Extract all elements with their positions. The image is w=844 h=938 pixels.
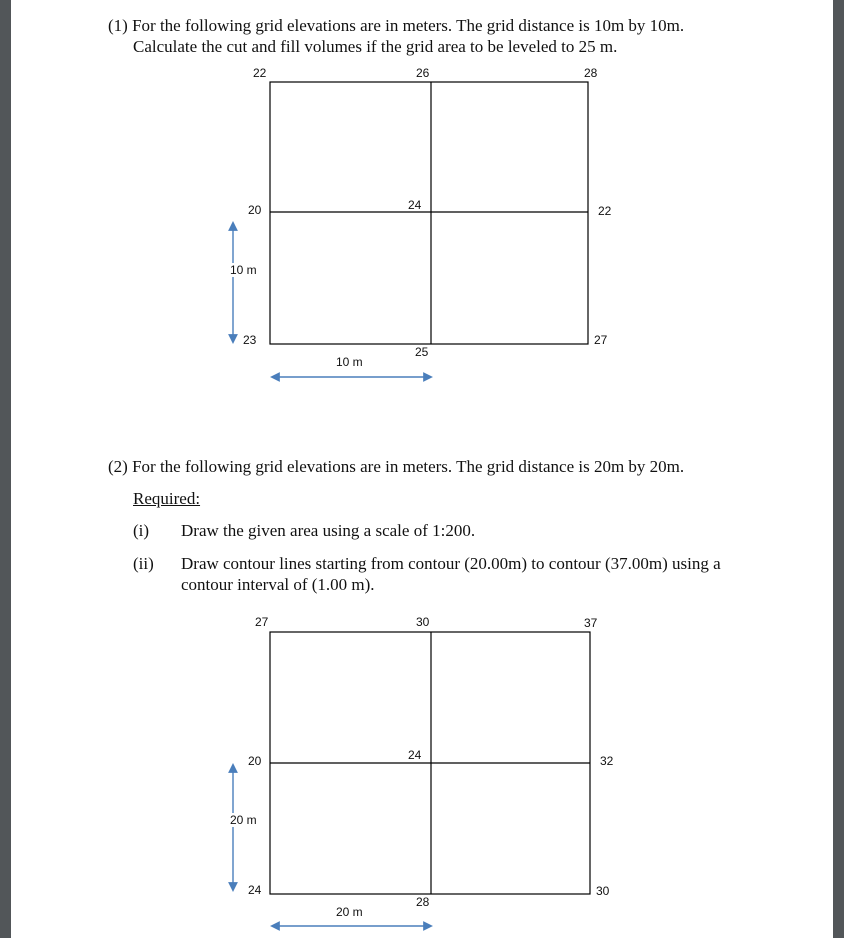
- grid2-label-middle-center: 24: [408, 748, 422, 762]
- grid1-horizontal-dimension-label: 10 m: [336, 355, 363, 369]
- grid1-label-bottom-middle: 25: [415, 345, 429, 359]
- grid2-label-bottom-right: 30: [596, 884, 610, 898]
- grid2-label-bottom-left: 24: [248, 883, 262, 897]
- grid2-label-middle-left: 20: [248, 754, 262, 768]
- q2-item1-marker: (i): [133, 521, 150, 540]
- grid1-label-bottom-right: 27: [594, 333, 608, 347]
- q2-line1: (2) For the following grid elevations are in meters. The grid distance is 20m by 20m.: [108, 457, 685, 476]
- q2-required-label: Required:: [133, 489, 201, 508]
- grid1-label-middle-right: 22: [598, 204, 612, 218]
- grid1-label-middle-left: 20: [248, 203, 262, 217]
- grid1-label-middle-center: 24: [408, 198, 422, 212]
- grid2-label-middle-right: 32: [600, 754, 614, 768]
- q1-line1: (1) For the following grid elevations are in meters. The grid distance is 10m by 10m.: [108, 16, 685, 35]
- q2-item2-text-continued: contour interval of (1.00 m).: [181, 575, 375, 594]
- grid1-vertical-dimension-label: 10 m: [230, 263, 257, 277]
- q2-item2-marker: (ii): [133, 554, 154, 573]
- grid1-label-top-left: 22: [253, 66, 267, 80]
- grid2-label-top-middle: 30: [416, 615, 430, 629]
- grid1-label-top-right: 28: [584, 66, 598, 80]
- grid1-label-bottom-left: 23: [243, 333, 257, 347]
- document-page: [11, 0, 833, 938]
- grid2-label-top-left: 27: [255, 615, 269, 629]
- grid2-vertical-dimension-label: 20 m: [230, 813, 257, 827]
- q2-item2-text: Draw contour lines starting from contour (20.00m) to contour (37.00m) using a: [181, 554, 721, 573]
- q2-item1-text: Draw the given area using a scale of 1:200.: [181, 521, 476, 540]
- grid2-label-bottom-middle: 28: [416, 895, 430, 909]
- grid2-label-top-right: 37: [584, 616, 598, 630]
- grid1-outline: [270, 82, 588, 344]
- q1-line2: Calculate the cut and fill volumes if the grid area to be leveled to 25 m.: [133, 37, 618, 56]
- grid2-horizontal-dimension-label: 20 m: [336, 905, 363, 919]
- grid1-label-top-middle: 26: [416, 66, 430, 80]
